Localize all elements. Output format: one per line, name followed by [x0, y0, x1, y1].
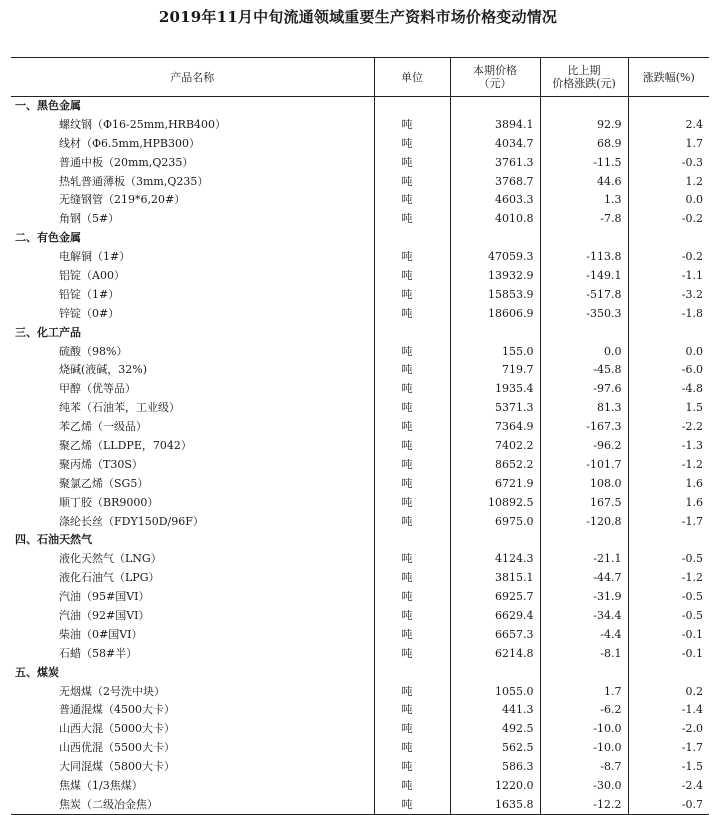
price-change: -350.3 — [540, 304, 628, 323]
current-price: 10892.5 — [450, 493, 540, 512]
header-price-change-line1: 比上期 — [567, 64, 601, 77]
current-price: 1220.0 — [450, 777, 540, 796]
change-percent: -0.1 — [681, 627, 703, 641]
product-unit: 吨 — [374, 342, 450, 361]
product-unit: 吨 — [374, 588, 450, 607]
product-unit: 吨 — [374, 437, 450, 456]
table-header-row — [11, 58, 709, 97]
product-name: 液化天然气（LNG） — [11, 550, 374, 569]
table-row — [11, 437, 709, 456]
product-unit: 吨 — [374, 474, 450, 493]
current-price: 4010.8 — [450, 210, 540, 229]
header-unit: 单位 — [374, 58, 450, 97]
current-price: 1635.8 — [450, 795, 540, 814]
change-percent: 0.2 — [685, 684, 703, 698]
category-row — [11, 531, 709, 550]
table-row — [11, 134, 709, 153]
product-name: 线材（Φ6.5mm,HPB300） — [11, 134, 374, 153]
change-percent: -2.0 — [681, 722, 703, 736]
table-row — [11, 795, 709, 814]
product-name: 山西大混（5000大卡） — [11, 720, 374, 739]
price-table — [11, 57, 709, 815]
product-name: 聚丙烯（T30S） — [11, 455, 374, 474]
category-unit-cell — [374, 229, 450, 248]
product-name: 纯苯（石油苯，工业级） — [11, 399, 374, 418]
current-price: 5371.3 — [450, 399, 540, 418]
change-percent: -0.2 — [681, 250, 703, 264]
category-row — [11, 229, 709, 248]
price-change: 92.9 — [540, 115, 628, 134]
current-price: 4603.3 — [450, 191, 540, 210]
product-unit: 吨 — [374, 172, 450, 191]
category-change-cell — [540, 531, 628, 550]
price-change: -4.4 — [540, 625, 628, 644]
table-row — [11, 248, 709, 267]
change-percent: -3.2 — [681, 287, 703, 301]
change-percent: -2.2 — [681, 420, 703, 434]
price-change: -30.0 — [540, 777, 628, 796]
current-price: 18606.9 — [450, 304, 540, 323]
current-price: 3768.7 — [450, 172, 540, 191]
category-percent-cell — [628, 663, 709, 682]
product-name: 角钢（5#） — [11, 210, 374, 229]
change-percent: -0.5 — [681, 590, 703, 604]
product-unit: 吨 — [374, 682, 450, 701]
change-percent: -1.3 — [681, 438, 703, 452]
header-current-price — [450, 58, 540, 97]
change-percent: -1.7 — [681, 514, 703, 528]
header-price-change-line2: 价格涨跌(元) — [552, 77, 616, 90]
current-price: 492.5 — [450, 720, 540, 739]
current-price: 6657.3 — [450, 625, 540, 644]
table-body — [11, 97, 709, 815]
change-percent: -0.3 — [681, 155, 703, 169]
table-row — [11, 455, 709, 474]
product-name: 大同混煤（5800大卡） — [11, 758, 374, 777]
current-price: 562.5 — [450, 739, 540, 758]
current-price: 155.0 — [450, 342, 540, 361]
product-name: 顺丁胶（BR9000） — [11, 493, 374, 512]
current-price: 3761.3 — [450, 153, 540, 172]
category-row — [11, 323, 709, 342]
change-percent: -2.4 — [681, 779, 703, 792]
product-unit: 吨 — [374, 455, 450, 474]
change-percent: -0.1 — [681, 646, 703, 660]
current-price: 6214.8 — [450, 644, 540, 663]
product-unit: 吨 — [374, 285, 450, 304]
current-price: 6925.7 — [450, 588, 540, 607]
current-price: 7364.9 — [450, 418, 540, 437]
change-percent: 2.4 — [685, 117, 703, 131]
category-percent-cell — [628, 531, 709, 550]
table-row — [11, 720, 709, 739]
price-change: -101.7 — [540, 455, 628, 474]
product-unit: 吨 — [374, 304, 450, 323]
current-price: 1055.0 — [450, 682, 540, 701]
product-unit: 吨 — [374, 512, 450, 531]
product-unit: 吨 — [374, 739, 450, 758]
category-change-cell — [540, 663, 628, 682]
product-unit: 吨 — [374, 134, 450, 153]
current-price: 6721.9 — [450, 474, 540, 493]
product-name: 聚氯乙烯（SG5） — [11, 474, 374, 493]
product-unit: 吨 — [374, 399, 450, 418]
change-percent: -0.5 — [681, 552, 703, 566]
price-change: -517.8 — [540, 285, 628, 304]
current-price: 6975.0 — [450, 512, 540, 531]
table-row — [11, 512, 709, 531]
table-row — [11, 210, 709, 229]
change-percent: 1.5 — [685, 401, 703, 415]
table-row — [11, 153, 709, 172]
table-row — [11, 550, 709, 569]
change-percent: -1.1 — [681, 268, 703, 282]
product-unit: 吨 — [374, 701, 450, 720]
price-change: -12.2 — [540, 795, 628, 814]
product-name: 无烟煤（2号洗中块） — [11, 682, 374, 701]
product-unit: 吨 — [374, 720, 450, 739]
price-change: -11.5 — [540, 153, 628, 172]
category-price-cell — [450, 663, 540, 682]
table-row — [11, 607, 709, 626]
table-row — [11, 588, 709, 607]
category-price-cell — [450, 531, 540, 550]
category-change-cell — [540, 97, 628, 116]
current-price: 13932.9 — [450, 267, 540, 286]
table-row — [11, 172, 709, 191]
price-change: -10.0 — [540, 720, 628, 739]
category-name: 一、黑色金属 — [11, 97, 374, 116]
product-name: 苯乙烯（一级品） — [11, 418, 374, 437]
current-price: 3815.1 — [450, 569, 540, 588]
product-name: 甲醇（优等品） — [11, 380, 374, 399]
product-unit: 吨 — [374, 795, 450, 814]
price-change: -31.9 — [540, 588, 628, 607]
current-price: 4034.7 — [450, 134, 540, 153]
product-name: 电解铜（1#） — [11, 248, 374, 267]
product-name: 柴油（0#国VI） — [11, 625, 374, 644]
price-change: -21.1 — [540, 550, 628, 569]
table-row — [11, 285, 709, 304]
price-change: 1.7 — [540, 682, 628, 701]
price-change: -10.0 — [540, 739, 628, 758]
table-row — [11, 380, 709, 399]
change-percent: -1.2 — [681, 457, 703, 471]
product-name: 液化石油气（LPG） — [11, 569, 374, 588]
product-unit: 吨 — [374, 210, 450, 229]
change-percent: 0.0 — [685, 344, 703, 358]
product-unit: 吨 — [374, 248, 450, 267]
price-change: -97.6 — [540, 380, 628, 399]
header-price-change — [540, 58, 628, 97]
change-percent: 1.7 — [685, 136, 703, 150]
header-product-name: 产品名称 — [11, 58, 374, 97]
current-price: 586.3 — [450, 758, 540, 777]
change-percent: -0.5 — [681, 608, 703, 622]
product-unit: 吨 — [374, 153, 450, 172]
change-percent: -1.8 — [681, 306, 703, 320]
change-percent: 0.0 — [685, 193, 703, 207]
current-price: 3894.1 — [450, 115, 540, 134]
category-change-cell — [540, 323, 628, 342]
product-unit: 吨 — [374, 267, 450, 286]
change-percent: -0.7 — [628, 795, 709, 814]
price-change: -96.2 — [540, 437, 628, 456]
change-percent: 1.6 — [685, 476, 703, 490]
category-unit-cell — [374, 531, 450, 550]
price-change: 1.3 — [540, 191, 628, 210]
category-name: 二、有色金属 — [11, 229, 374, 248]
price-change: 167.5 — [540, 493, 628, 512]
table-row — [11, 644, 709, 663]
table-row — [11, 758, 709, 777]
current-price: 441.3 — [450, 701, 540, 720]
price-change: -8.7 — [540, 758, 628, 777]
current-price: 719.7 — [450, 361, 540, 380]
category-price-cell — [450, 229, 540, 248]
product-name: 热轧普通薄板（3mm,Q235） — [11, 172, 374, 191]
table-row — [11, 493, 709, 512]
product-unit: 吨 — [374, 361, 450, 380]
current-price: 7402.2 — [450, 437, 540, 456]
product-name: 石蜡（58#半） — [11, 644, 374, 663]
change-percent: -6.0 — [681, 363, 703, 377]
product-name: 汽油（92#国VI） — [11, 607, 374, 626]
category-row — [11, 663, 709, 682]
table-row — [11, 625, 709, 644]
product-unit: 吨 — [374, 569, 450, 588]
category-percent-cell — [628, 229, 709, 248]
price-change: -167.3 — [540, 418, 628, 437]
table-row — [11, 569, 709, 588]
product-name: 焦煤（1/3焦煤） — [11, 777, 374, 796]
table-row — [11, 304, 709, 323]
product-name: 普通中板（20mm,Q235） — [11, 153, 374, 172]
change-percent: -1.2 — [681, 571, 703, 585]
header-change-percent: 涨跌幅(%) — [628, 58, 709, 97]
price-change: -7.8 — [540, 210, 628, 229]
page-title: 2019年11月中旬流通领域重要生产资料市场价格变动情况 — [158, 8, 558, 26]
change-percent: 1.6 — [685, 495, 703, 509]
product-unit: 吨 — [374, 493, 450, 512]
price-change: -8.1 — [540, 644, 628, 663]
change-percent: -0.2 — [681, 212, 703, 226]
product-name: 硫酸（98%） — [11, 342, 374, 361]
category-price-cell — [450, 323, 540, 342]
table-row — [11, 701, 709, 720]
product-unit: 吨 — [374, 777, 450, 796]
product-unit: 吨 — [374, 644, 450, 663]
price-change: -6.2 — [540, 701, 628, 720]
product-name: 涤纶长丝（FDY150D/96F） — [11, 512, 374, 531]
current-price: 47059.3 — [450, 248, 540, 267]
current-price: 4124.3 — [450, 550, 540, 569]
change-percent: -1.7 — [681, 741, 703, 755]
change-percent: -4.8 — [681, 382, 703, 396]
table-row — [11, 739, 709, 758]
change-percent: 1.2 — [685, 174, 703, 188]
product-unit: 吨 — [374, 418, 450, 437]
product-unit: 吨 — [374, 625, 450, 644]
product-unit: 吨 — [374, 115, 450, 134]
table-row — [11, 361, 709, 380]
category-row — [11, 97, 709, 116]
category-name: 五、煤炭 — [11, 663, 374, 682]
price-change: -120.8 — [540, 512, 628, 531]
table-row — [11, 191, 709, 210]
header-current-price-line1: 本期价格 — [473, 64, 517, 77]
table-row — [11, 399, 709, 418]
product-unit: 吨 — [374, 191, 450, 210]
current-price: 15853.9 — [450, 285, 540, 304]
product-unit: 吨 — [374, 758, 450, 777]
current-price: 8652.2 — [450, 455, 540, 474]
table-row — [11, 682, 709, 701]
price-change: 68.9 — [540, 134, 628, 153]
product-name: 铅锭（1#） — [11, 285, 374, 304]
price-change: 81.3 — [540, 399, 628, 418]
product-name: 焦炭（二级冶金焦） — [11, 795, 374, 814]
category-price-cell — [450, 97, 540, 116]
product-name: 锌锭（0#） — [11, 304, 374, 323]
current-price: 6629.4 — [450, 607, 540, 626]
category-name: 三、化工产品 — [11, 323, 374, 342]
table-row — [11, 777, 709, 796]
product-name: 聚乙烯（LLDPE，7042） — [11, 437, 374, 456]
price-change: 108.0 — [540, 474, 628, 493]
current-price: 1935.4 — [450, 380, 540, 399]
price-change: -45.8 — [540, 361, 628, 380]
price-change: -34.4 — [540, 607, 628, 626]
price-change: -149.1 — [540, 267, 628, 286]
category-unit-cell — [374, 663, 450, 682]
table-row — [11, 267, 709, 286]
product-unit: 吨 — [374, 550, 450, 569]
category-name: 四、石油天然气 — [11, 531, 374, 550]
product-name: 螺纹钢（Φ16-25mm,HRB400） — [11, 115, 374, 134]
category-change-cell — [540, 229, 628, 248]
product-name: 汽油（95#国VI） — [11, 588, 374, 607]
product-name: 普通混煤（4500大卡） — [11, 701, 374, 720]
category-unit-cell — [374, 97, 450, 116]
price-change: -113.8 — [540, 248, 628, 267]
product-name: 烧碱(液碱，32%) — [11, 361, 374, 380]
product-name: 铝锭（A00） — [11, 267, 374, 286]
table-row — [11, 418, 709, 437]
change-percent: -1.4 — [681, 703, 703, 717]
category-percent-cell — [628, 323, 709, 342]
price-change: 44.6 — [540, 172, 628, 191]
category-percent-cell — [628, 97, 709, 116]
price-change: -44.7 — [540, 569, 628, 588]
header-current-price-line2: （元） — [478, 77, 512, 90]
category-unit-cell — [374, 323, 450, 342]
table-row — [11, 474, 709, 493]
product-unit: 吨 — [374, 380, 450, 399]
table-row — [11, 342, 709, 361]
product-unit: 吨 — [374, 607, 450, 626]
change-percent: -1.5 — [681, 760, 703, 774]
product-name: 山西优混（5500大卡） — [11, 739, 374, 758]
product-name: 无缝钢管（219*6,20#） — [11, 191, 374, 210]
table-row — [11, 115, 709, 134]
price-change: 0.0 — [540, 342, 628, 361]
